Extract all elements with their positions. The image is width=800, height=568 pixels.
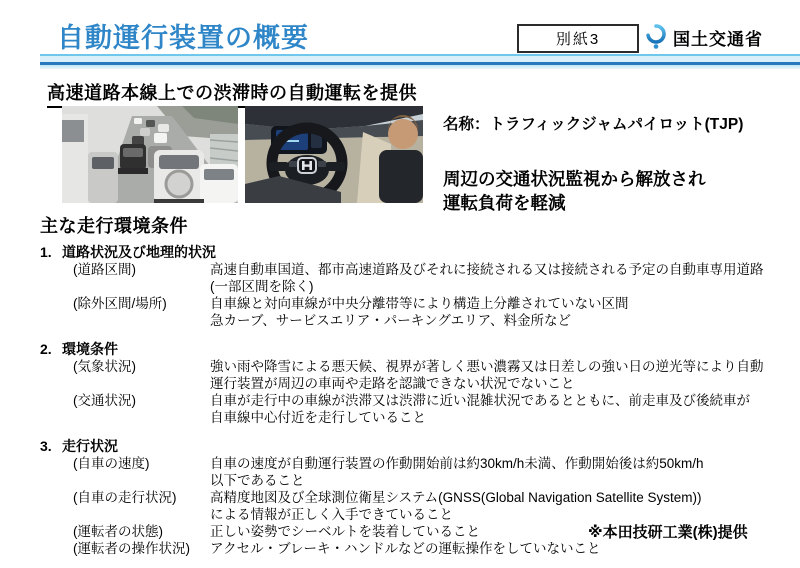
attachment-label: 別紙3 bbox=[555, 31, 601, 48]
condition-content bbox=[210, 295, 629, 329]
subtitle: 高速道路本線上での渋滞時の自動運転を提供 bbox=[47, 79, 417, 108]
benefit-text bbox=[443, 167, 793, 215]
mlit-logo-icon bbox=[644, 24, 668, 51]
condition-item bbox=[40, 261, 800, 295]
attachment-label-box bbox=[517, 24, 639, 53]
steering-wheel-photo bbox=[245, 106, 423, 203]
title-underline-band bbox=[40, 54, 800, 69]
condition-label: (運転者の操作状況) bbox=[73, 541, 190, 556]
condition-item bbox=[40, 489, 800, 523]
condition-content bbox=[210, 489, 702, 523]
condition-item bbox=[40, 295, 800, 329]
condition-content bbox=[210, 455, 704, 489]
condition-content bbox=[210, 523, 480, 540]
page-title: 自動運行装置の概要 bbox=[57, 23, 309, 53]
condition-label: (運転者の状態) bbox=[73, 524, 163, 539]
condition-line: 急カーブ、サービスエリア・パーキングエリア、料金所など bbox=[210, 313, 571, 328]
condition-label: (自車の速度) bbox=[73, 456, 150, 471]
section-title-text: 環境条件 bbox=[62, 341, 118, 357]
condition-line: 運行装置が周辺の車両や走路を認識できない状況でないこと bbox=[210, 376, 575, 391]
condition-line: 強い雨や降雪による悪天候、視界が著しく悪い濃霧又は日差しの強い日の逆光等により自動 bbox=[210, 359, 764, 374]
condition-line: 自車が走行中の車線が渋滞又は渋滞に近い混雑状況であるとともに、前走車及び後続車が bbox=[210, 393, 750, 408]
condition-line: 自車線中心付近を走行していること bbox=[210, 410, 426, 425]
condition-line: 正しい姿勢でシーベルトを装着していること bbox=[210, 524, 480, 539]
photo-credit-note: ※本田技研工業(株)提供 bbox=[588, 524, 748, 541]
intro-text bbox=[443, 112, 793, 215]
section-number: 3. bbox=[40, 438, 52, 454]
section-title bbox=[40, 243, 800, 261]
condition-item bbox=[40, 358, 800, 392]
section-road-conditions bbox=[40, 243, 800, 329]
ministry-name: 国土交通省 bbox=[673, 30, 763, 49]
condition-content bbox=[210, 392, 750, 426]
section-title bbox=[40, 437, 800, 455]
condition-label: (除外区間/場所) bbox=[73, 296, 167, 311]
benefit-line-1: 周辺の交通状況監視から解放され bbox=[443, 169, 706, 189]
condition-content bbox=[210, 358, 764, 392]
condition-line: (一部区間を除く) bbox=[210, 279, 314, 294]
section-title-text: 走行状況 bbox=[62, 438, 118, 454]
condition-line: 以下であること bbox=[210, 473, 305, 488]
ministry-branding bbox=[644, 24, 763, 51]
condition-label: (自車の走行状況) bbox=[73, 490, 177, 505]
benefit-line-2: 運転負荷を軽減 bbox=[443, 193, 566, 213]
condition-item bbox=[40, 392, 800, 426]
conditions-heading: 主な走行環境条件 bbox=[40, 216, 188, 236]
condition-label: (気象状況) bbox=[73, 359, 136, 374]
system-name: 名称：トラフィックジャムパイロット(TJP) bbox=[443, 116, 744, 133]
condition-line: 高速自動車国道、都市高速道路及びそれに接続される又は接続される予定の自動車専用道路 bbox=[210, 262, 764, 277]
condition-line: 自車の速度が自動運行装置の作動開始前は約30km/h未満、作動開始後は約50km/h bbox=[210, 456, 704, 471]
condition-line: アクセル・ブレーキ・ハンドルなどの運転操作をしていないこと bbox=[210, 541, 601, 556]
photo-row bbox=[62, 106, 423, 203]
condition-content bbox=[210, 540, 601, 557]
condition-label: (交通状況) bbox=[73, 393, 136, 408]
section-number: 1. bbox=[40, 244, 52, 260]
condition-line: 自車線と対向車線が中央分離帯等により構造上分離されていない区間 bbox=[210, 296, 629, 311]
section-environment-conditions bbox=[40, 340, 800, 426]
conditions-body bbox=[40, 243, 800, 568]
traffic-jam-photo bbox=[62, 106, 238, 203]
condition-item bbox=[40, 540, 800, 557]
section-number: 2. bbox=[40, 341, 52, 357]
condition-item bbox=[40, 455, 800, 489]
section-title bbox=[40, 340, 800, 358]
condition-line: による情報が正しく入手できていること bbox=[210, 507, 453, 522]
section-title-text: 道路状況及び地理的状況 bbox=[62, 244, 216, 260]
condition-line: 高精度地図及び全球測位衛星システム(GNSS(Global Navigation Satellite System)) bbox=[210, 490, 702, 505]
condition-label: (道路区間) bbox=[73, 262, 136, 277]
condition-content bbox=[210, 261, 764, 295]
